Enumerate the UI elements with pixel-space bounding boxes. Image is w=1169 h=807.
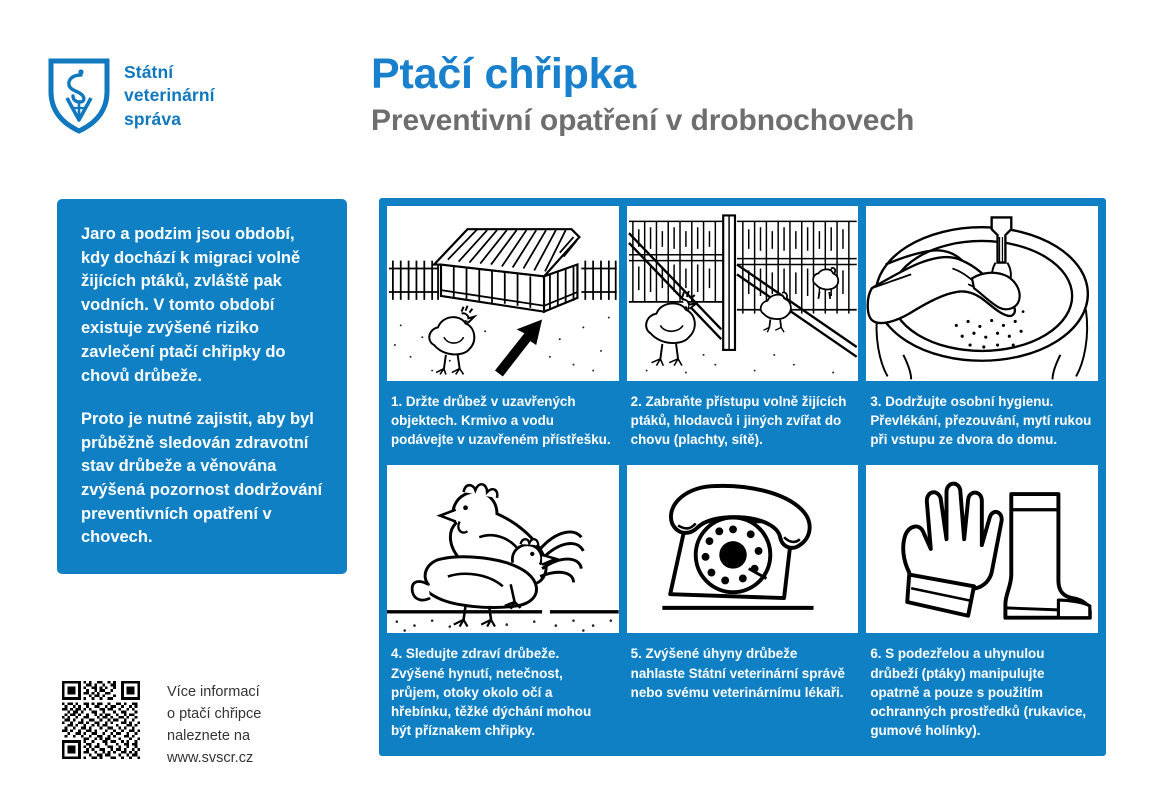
- intro-text-card: [57, 199, 347, 574]
- panel-6: [866, 465, 1098, 748]
- panel-2-caption: 2. Zabraňte přístupu volně žijících ptáků, hlodavců i jiných zvířat do chovu (plachty, sítě).: [630, 394, 847, 448]
- prevention-measures-grid: [379, 198, 1106, 756]
- panel-2: [627, 206, 859, 457]
- more-info-line-1: Více informací: [167, 684, 260, 700]
- logo-line-3: správa: [124, 108, 182, 129]
- more-info-text: [167, 681, 261, 769]
- illustration-barn-with-fence-chicken-arrow: [387, 206, 619, 381]
- panel-4: [387, 465, 619, 748]
- panel-6-caption: 6. S podezřelou a uhynulou drůbeží (ptáky) manipulujte opatrně a pouze s použitím ochranných prostředků (rukavice, gumové holínky).: [870, 646, 1087, 739]
- telephone-icon: [627, 465, 859, 633]
- panel-1-caption: 1. Držte drůbež v uzavřených objektech. Krmivo a vodu podávejte v uzavřeném přístřešku.: [391, 394, 611, 448]
- svs-shield-logo-icon: [48, 58, 110, 134]
- panel-5-caption: 5. Zvýšené úhyny drůbeže nahlaste Státní veterinární správě nebo svému veterinárnímu lékaři.: [630, 646, 845, 700]
- logo-line-2: veterinární: [124, 85, 215, 106]
- organization-name: [124, 61, 215, 131]
- panel-3-caption: 3. Dodržujte osobní hygienu. Převlékání, přezouvání, mytí rukou při vstupu ze dvora do domu.: [870, 394, 1092, 448]
- left-column: [57, 199, 347, 767]
- title-block: [371, 50, 915, 137]
- panel-4-caption: 4. Sledujte zdraví drůbeže. Zvýšené hynutí, netečnost, průjem, otoky okolo očí a hřebínku, těžké dýchání mohou být příznakem chřipky.: [391, 646, 592, 739]
- illustration-rotary-telephone: [627, 465, 859, 633]
- fence-barrier-icon: [627, 206, 859, 381]
- panel-5: [627, 465, 859, 748]
- illustration-rooster-and-hen: [387, 465, 619, 633]
- panel-3: [866, 206, 1098, 457]
- glove-boot-icon: [866, 465, 1098, 633]
- more-info-line-3: naleznete na: [167, 728, 251, 745]
- illustration-hand-washing-sink-faucet: [866, 206, 1098, 381]
- rooster-hen-icon: [387, 465, 619, 633]
- more-info-block: [62, 681, 261, 769]
- page-subtitle: Preventivní opatření v drobnochovech: [371, 103, 915, 137]
- website-url[interactable]: www.svscr.cz: [167, 750, 254, 767]
- illustration-wooden-fence-barrier-chickens: [627, 206, 859, 381]
- page-title: Ptačí chřipka: [371, 50, 637, 98]
- qr-code-icon[interactable]: [62, 681, 140, 759]
- logo-line-1: Státní: [124, 62, 174, 83]
- poster-header: [0, 0, 1169, 185]
- intro-paragraph-1: Jaro a podzim jsou období, kdy dochází k migraci volně žijících ptáků, zvláště pak vodních. V tomto období existuje zvýšené riziko zavlečení ptačí chřipky do chovů drůbeže.: [81, 225, 301, 385]
- organization-logo: [48, 58, 215, 134]
- handwash-icon: [866, 206, 1098, 381]
- panel-1: [387, 206, 619, 457]
- illustration-protective-glove-and-rubber-boot: [866, 465, 1098, 633]
- barn-icon: [387, 206, 619, 381]
- intro-paragraph-2: Proto je nutné zajistit, aby byl průběžně sledován zdravotní stav drůbeže a věnována zvýšená pozornost dodržování preventivních opatření v chovech.: [81, 410, 323, 547]
- more-info-line-2: o ptačí chřipce: [167, 706, 262, 723]
